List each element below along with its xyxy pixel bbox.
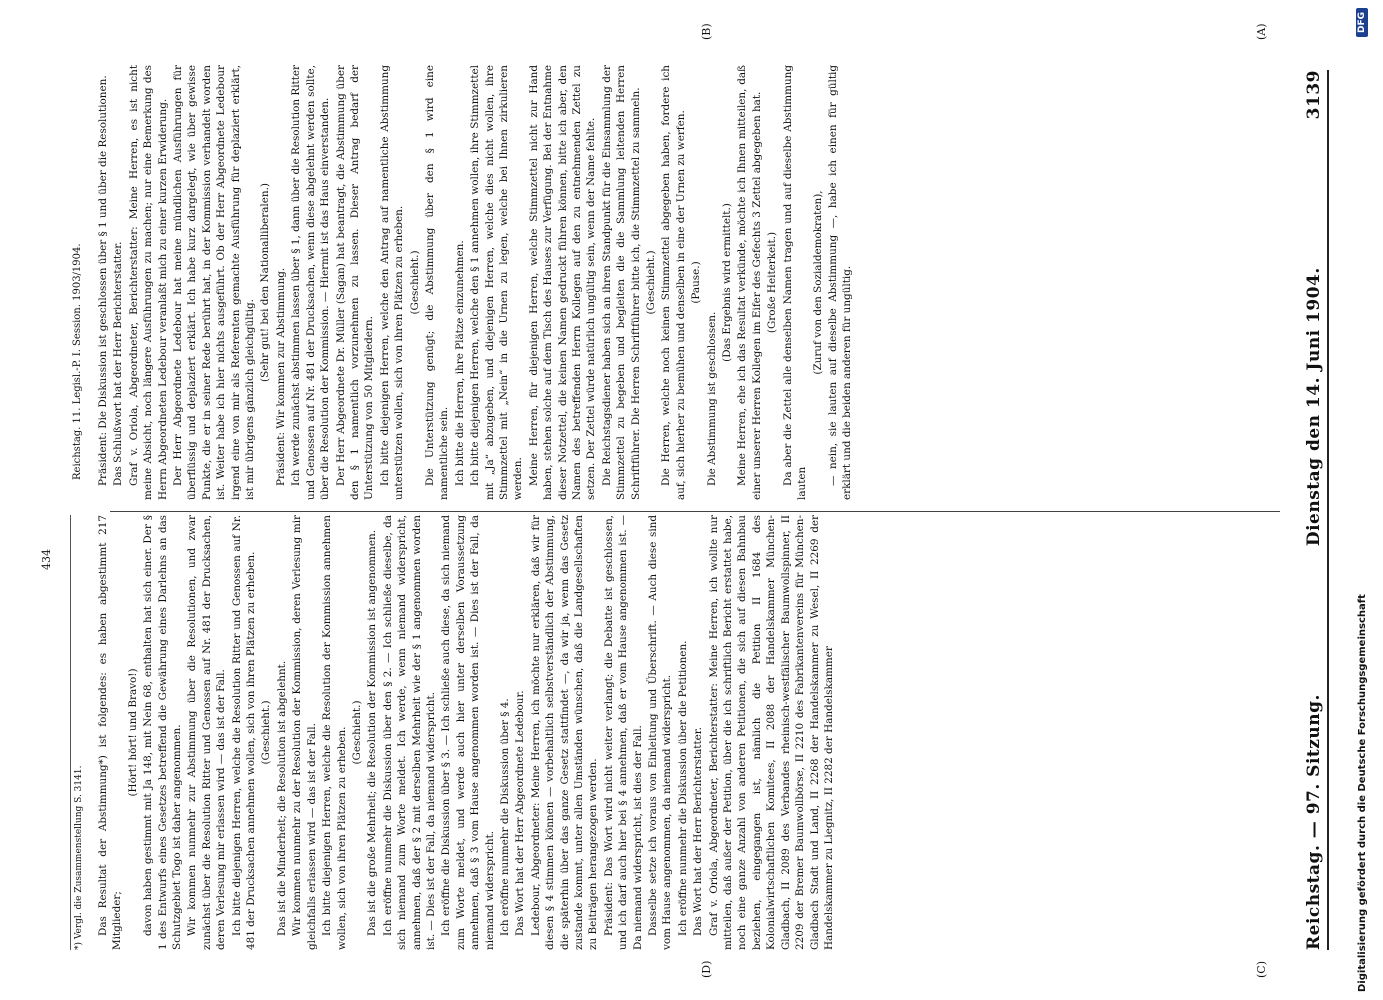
paragraph: Die Abstimmung ist geschlossen.	[705, 311, 718, 486]
interjection: (Pause.)	[690, 261, 703, 304]
paragraph: Ich eröffne nunmehr die Diskussion über die Petitionen.	[676, 640, 689, 936]
dfg-logo: DFG	[1356, 8, 1368, 37]
paragraph: Dasselbe setze ich voraus von Einleitung und Überschrift. — Auch diese sind vom Hause angenommen, da niemand widerspricht.	[647, 515, 674, 950]
paragraph: Die Herren, welche noch keinen Stimmzettel abgegeben haben, fordere ich auf, sich hierher zu bemühen und denselben in eine der Urnen zu werfen.	[660, 65, 687, 500]
paragraph: Das Wort hat der Herr Berichterstatter.	[692, 727, 705, 936]
paragraph: Das Wort hat der Herr Abgeordnete Ledebour.	[514, 690, 527, 936]
paragraph: Wir kommen nunmehr zur Abstimmung über die Resolutionen, und zwar zunächst über die Resolution Ritter und Genossen auf Nr. 481 der Drucksachen, deren Verlesung mir erlassen wird — das ist der Fall.	[186, 515, 228, 950]
margin-marker-b: (B)	[700, 23, 713, 40]
header-left: Reichstag. — 97. Sitzung.	[1304, 694, 1324, 950]
paragraph: Ich eröffne nunmehr die Diskussion über § 4.	[498, 698, 511, 936]
paragraph: Das Resultat der Abstimmung*) ist folgendes: es haben abgestimmt 217 Mitglieder;	[97, 515, 124, 950]
paragraph: Meine Herren, ehe ich das Resultat verkünde, möchte ich Ihnen mitteilen, daß einer unserer Herren Kollegen im Eifer des Gefechts 3 Zettel abgegeben hat.	[736, 65, 763, 500]
paragraph: Ich bitte diejenigen Herren, welche den Antrag auf namentliche Abstimmung unterstützen wollen, sich von ihren Plätzen zu erheben.	[378, 65, 406, 500]
paragraph: Wir kommen nunmehr zu der Resolution der Kommission, deren Verlesung mir gleichfalls erlassen wird — das ist der Fall.	[291, 515, 318, 950]
paragraph: Ich bitte die Herren, ihre Plätze einzunehmen.	[453, 240, 466, 486]
interjection: (Geschieht.)	[350, 700, 363, 765]
paragraph: Die Unterstützung genügt; die Abstimmung über den § 1 wird eine namentliche sein.	[423, 65, 451, 500]
paragraph: Das ist die große Mehrheit; die Resolution der Kommission ist angenommen.	[366, 529, 379, 936]
interjection: (Große Heiterkeit.)	[766, 231, 779, 334]
paragraph: Der Herr Abgeordnete Ledebour hat meine mündlichen Ausführungen für überflüssig und deplaziert erklärt. Ich habe kurz dargelegt, wie über gewisse Punkte, die er in seiner Rede berührt hat, in der Kommission verhandelt worden ist. Weiter habe ich hier nichts ausgeführt. Ob der Herr Abgeordnete Ledebour irgend eine von mir als Referenten gemachte Ausführung für deplaziert erklärt, ist mir übrigens gänzlich gleichgültig.	[172, 65, 257, 500]
paragraph: Die Reichstagsdiener haben sich an ihren Standpunkt für die Einsammlung der Stimmzettel zu begeben und begleiten die die Sammlung leitenden Herren Schriftführer. Die Herren Schriftführer bitte ich, die Stimmzettel zu sammeln.	[600, 65, 642, 500]
paragraph: Ich werde zunächst abstimmen lassen über § 1, dann über die Resolution Ritter und Genossen auf Nr. 481 der Drucksachen, wenn diese abgelehnt werden sollte, über die Resolution der Kommission. — Hiermit ist das Haus einverstanden.	[290, 65, 332, 500]
funding-notice	[1348, 8, 1376, 992]
footer	[72, 50, 83, 480]
paragraph: Das Schlußwort hat der Herr Berichterstatter.	[112, 241, 125, 486]
paragraph: Ledebour, Abgeordneter: Meine Herren, ich möchte nur erklären, daß wir für diesen § 4 stimmen können — vorbehaltlich selbstverständlich der Abstimmung, die späterhin über das ganze Gesetz stattfindet —, da wir ja, wenn das Gesetz zustande kommt, unter allen Umständen wünschen, daß die Landgesellschaften zu Beiträgen herangezogen werden.	[529, 515, 600, 950]
paragraph: Da aber die Zettel alle denselben Namen tragen und auf dieselbe Abstimmung lauten	[781, 65, 809, 500]
interjection: (Das Ergebnis wird ermittelt.)	[721, 203, 734, 362]
paragraph: Der Herr Abgeordnete Dr. Müller (Sagan) hat beantragt, die Abstimmung über den § 1 namentlich vorzunehmen zu lassen. Dieser Antrag bedarf der Unterstützung von 50 Mitgliedern.	[334, 65, 376, 500]
interjection: (Hört! hört! und Bravo!)	[126, 668, 139, 797]
paragraph: Präsident: Die Diskussion ist geschlossen über § 1 und über die Resolutionen.	[97, 75, 109, 486]
paragraph: — nein, sie lauten auf dieselbe Abstimmung —, habe ich einen für gültig erklärt und die beiden anderen für ungültig.	[826, 65, 854, 500]
interjection: (Geschieht.)	[645, 250, 658, 315]
paragraph: Ich eröffne nunmehr die Diskussion über den § 2. — Ich schließe dieselbe, da sich niemand zum Worte meldet. Ich werde, wenn niemand widerspricht, annehmen, daß der § 2 mit derselben Mehrheit wie der § 1 angenommen worden ist. — Dies ist der Fall, da niemand widerspricht.	[381, 515, 437, 950]
margin-marker-d: (D)	[700, 960, 713, 978]
margin-marker-c: (C)	[1255, 961, 1268, 978]
left-column	[96, 65, 1281, 500]
paragraph: Ich bitte diejenigen Herren, welche den § 1 annehmen wollen, ihre Stimmzettel mit „Ja“ abzugeben, und diejenigen Herren, welche dies nicht wollen, ihre Stimmzettel mit „Nein“ in die Urnen zu legen, welche bei Ihnen zirkulieren werden.	[469, 65, 525, 500]
paragraph: Graf v. Oriola, Abgeordneter, Berichterstatter: Meine Herren, es ist nicht meine Absicht, noch längere Ausführungen zu machen; nur eine Bemerkung des Herrn Abgeordneten Ledebour veranlaßt mich zu einer kurzen Erwiderung.	[127, 65, 169, 500]
paragraph: Das ist die Minderheit; die Resolution ist abgelehnt.	[275, 660, 288, 936]
sheet-number: 434	[40, 549, 53, 570]
header-center: Dienstag den 14. Juni 1904.	[1304, 267, 1324, 547]
interjection: (Zuruf von den Sozialdemokraten),	[811, 190, 824, 375]
paragraph: Ich bitte diejenigen Herren, welche die Resolution Ritter und Genossen auf Nr. 481 der Drucksachen annehmen wollen, sich von ihren Plätzen zu erheben.	[230, 515, 258, 950]
page-number: 3139	[1304, 70, 1324, 120]
interjection: (Sehr gut! bei den Nationalliberalen.)	[259, 183, 272, 382]
paragraph: Präsident: Das Wort wird nicht weiter verlangt; die Debatte ist geschlossen, und ich darf auch hier bei § 4 annehmen, daß er vom Hause angenommen ist. — Da niemand widerspricht, ist dies der Fall.	[602, 515, 644, 950]
paragraph: Ich bitte diejenigen Herren, welche die Resolution der Kommission annehmen wollen, sich von ihren Plätzen zu erheben.	[321, 515, 348, 950]
column-divider	[110, 511, 1280, 512]
interjection: (Geschieht.)	[408, 250, 421, 315]
footnote: *) Vergl. die Zusammenstellung S. 3141.	[70, 515, 85, 950]
right-column	[96, 515, 1281, 950]
running-header	[1290, 70, 1329, 950]
interjection: (Geschieht.)	[260, 700, 273, 765]
paragraph: Ich eröffne die Diskussion über § 3. — Ich schließe auch diese, da sich niemand zum Worte meldet, und werde auch hier unter derselben Voraussetzung annehmen, daß § 3 vom Hause angenommen worden ist. — Dies ist der Fall, da niemand widerspricht.	[440, 515, 496, 950]
paragraph: Meine Herren, für diejenigen Herren, welche Stimmzettel nicht zur Hand haben, stehen solche auf dem Tisch des Hauses zur Verfügung. Bei der Entnahme dieser Notzettel, die keinen Namen gedruckt führen können, bitte ich aber, den Namen des betreffenden Herrn Kollegen auf den zu entnehmenden Zettel zu setzen. Der Zettel würde natürlich ungültig sein, wenn der Name fehlte.	[527, 65, 598, 500]
footer-session-info: Reichstag. 11. Legisl.-P. I. Session. 1903/1904.	[72, 243, 83, 480]
paragraph: davon haben gestimmt mit Ja 148, mit Nein 68, enthalten hat sich einer. Der § 1 des Entwurfs eines Gesetzes betreffend die Gewährung eines Darlehns an das Schutzgebiet Togo ist daher angenommen.	[142, 515, 184, 950]
paragraph: Präsident: Wir kommen zur Abstimmung.	[274, 267, 287, 486]
paragraph: Graf v. Oriola, Abgeordneter, Berichterstatter: Meine Herren, ich wollte nur mitteilen, daß außer der Petition, über die ich schriftlich Bericht erstattet habe, noch eine ganze Anzahl von anderen Petitionen, die sich auf diesen Bahnbau beziehen, eingegangen ist, nämlich die Petition II 1684 des Kolonialwirtschaftlichen Komitees, II 2088 der Handelskammer München-Gladbach, II 2089 des Verbandes rheinisch-westfälischer Baumwollspinner, II 2209 der Bremer Baumwollbörse, II 2210 des Fabrikantenvereins für München-Gladbach Stadt und Land, II 2268 der Handelskammer zu Wesel, II 2269 der Handelskammer zu Liegnitz, II 2282 der Handelskammer	[707, 515, 835, 950]
margin-marker-a: (A)	[1255, 23, 1268, 40]
funding-text: Digitalisierung gefördert durch die Deutsche Forschungsgemeinschaft	[1356, 594, 1368, 992]
